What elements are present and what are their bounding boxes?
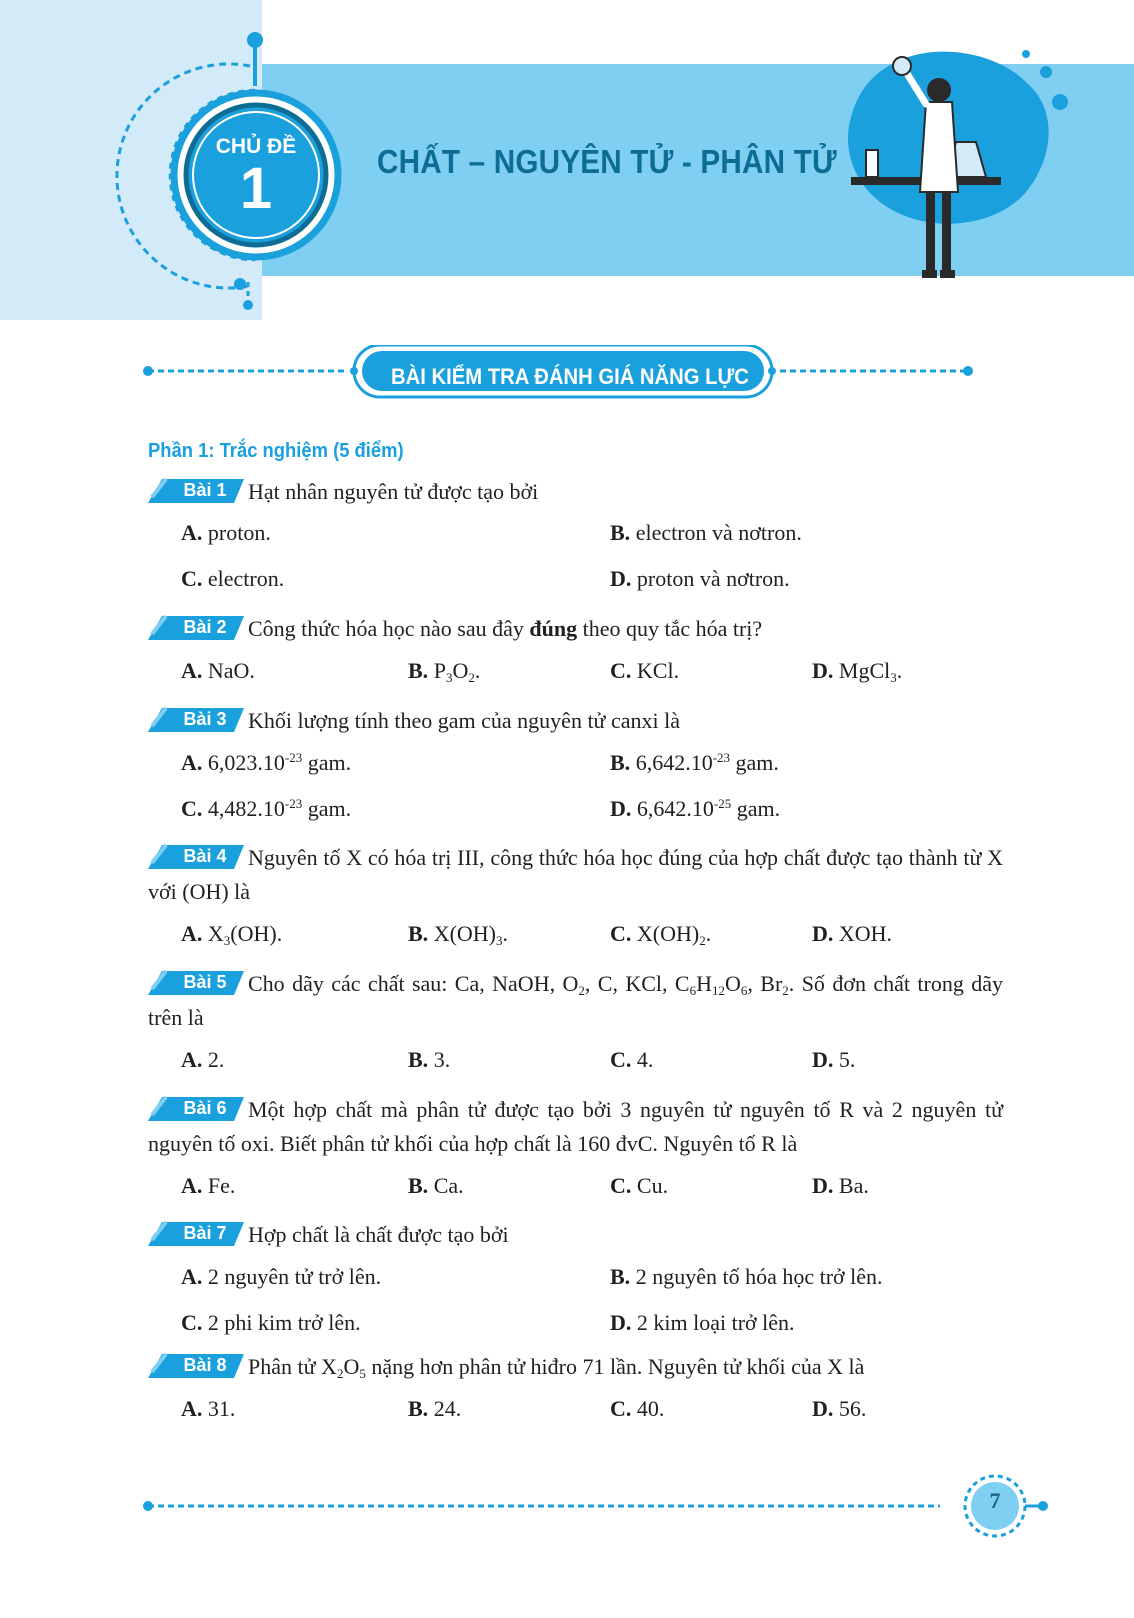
option-c: C. 4. (610, 1047, 654, 1072)
option-a: A. $X_3(OH)$. (181, 921, 283, 948)
option-c: C. $4,482.10^{-23}$ gam. (181, 796, 352, 821)
option-c: C. $X(OH)_2$. (610, 921, 712, 948)
question-3 (148, 704, 1003, 738)
footer-rule (140, 1470, 1060, 1540)
question-badge: Bài 7 (148, 1220, 244, 1246)
option-a: A. proton. (181, 520, 271, 545)
option-a: A. 2. (181, 1047, 225, 1072)
option-c: C. electron. (181, 566, 285, 591)
option-d: D. $6,642.10^{-25}$ gam. (610, 796, 781, 821)
option-b: B. electron và nơtron. (610, 520, 802, 545)
chapter-title: CHẤT – NGUYÊN TỬ - PHÂN TỬ (377, 143, 837, 180)
option-d: D. 56. (812, 1396, 867, 1421)
question-text: Nguyên tố X có hóa trị III, công thức hóa học đúng của hợp chất được tạo thành từ X với (OH) là (148, 845, 1003, 904)
option-d: D. 5. (812, 1047, 856, 1072)
question-text: Phân tử $X_2O_5$ nặng hơn phân tử hiđro 71 lần. Nguyên tử khối của X là (248, 1354, 865, 1381)
question-text: Hợp chất là chất được tạo bởi (248, 1222, 509, 1247)
question-text: Khối lượng tính theo gam của nguyên tử canxi là (248, 708, 680, 733)
question-7 (148, 1218, 1003, 1252)
option-b: B. 3. (408, 1047, 451, 1072)
option-a: A. Fe. (181, 1173, 236, 1198)
option-a: A. NaO. (181, 658, 255, 683)
option-a: A. $6,023.10^{-23}$ gam. (181, 750, 352, 775)
question-text: Công thức hóa học nào sau đây đúng theo quy tắc hóa trị? (248, 616, 763, 641)
option-b: B. $6,642.10^{-23}$ gam. (610, 750, 779, 775)
page-number: 7 (989, 1488, 1001, 1513)
option-c: C. 40. (610, 1396, 665, 1421)
option-a: A. 2 nguyên tử trở lên. (181, 1264, 382, 1289)
option-b: B. $X(OH)_3$. (408, 921, 509, 948)
scientist-illustration (836, 42, 1072, 300)
option-c: C. KCl. (610, 658, 680, 683)
question-badge: Bài 3 (148, 706, 244, 732)
option-d: D. MgCl$_3$. (812, 658, 903, 685)
option-a: A. 31. (181, 1396, 236, 1421)
question-4 (148, 841, 1003, 909)
question-badge: Bài 6 (148, 1095, 244, 1121)
option-c: C. 2 phi kim trở lên. (181, 1310, 361, 1335)
question-text: Cho dãy các chất sau: Ca, NaOH, $O_2$, C, KCl, $C_6H_{12}O_6$, $Br_2$. Số đơn chất trong dãy trên là (148, 971, 1004, 1030)
question-6 (148, 1093, 1003, 1161)
question-2 (148, 612, 1003, 646)
question-badge: Bài 8 (148, 1352, 244, 1378)
option-d: D. XOH. (812, 921, 893, 946)
question-1 (148, 475, 1003, 509)
question-badge: Bài 5 (148, 969, 244, 995)
option-b: B. Ca. (408, 1173, 464, 1198)
question-badge: Bài 2 (148, 614, 244, 640)
question-text: Một hợp chất mà phân tử được tạo bởi 3 nguyên tử nguyên tố R và 2 nguyên tử nguyên tố oxi. Biết phân tử khối của hợp chất là 160 đvC. Nguyên tố R là (148, 1097, 1003, 1156)
option-d: D. 2 kim loại trở lên. (610, 1310, 795, 1335)
option-b: B. 24. (408, 1396, 462, 1421)
option-d: D. proton và nơtron. (610, 566, 790, 591)
question-text: Hạt nhân nguyên tử được tạo bởi (248, 479, 539, 504)
chapter-number: 1 (239, 156, 273, 221)
question-8 (148, 1350, 1003, 1384)
option-b: B. 2 nguyên tố hóa học trở lên. (610, 1264, 883, 1289)
question-badge: Bài 4 (148, 843, 244, 869)
option-b: B. $P_3O_2$. (408, 658, 481, 685)
question-5 (148, 967, 1003, 1035)
question-badge: Bài 1 (148, 477, 244, 503)
option-d: D. Ba. (812, 1173, 869, 1198)
part-title: Phần 1: Trắc nghiệm (5 điểm) (148, 440, 404, 462)
chapter-label: CHỦ ĐỀ (215, 135, 297, 158)
section-title: BÀI KIỂM TRA ĐÁNH GIÁ NĂNG LỰC (391, 364, 749, 389)
option-c: C. Cu. (610, 1173, 669, 1198)
